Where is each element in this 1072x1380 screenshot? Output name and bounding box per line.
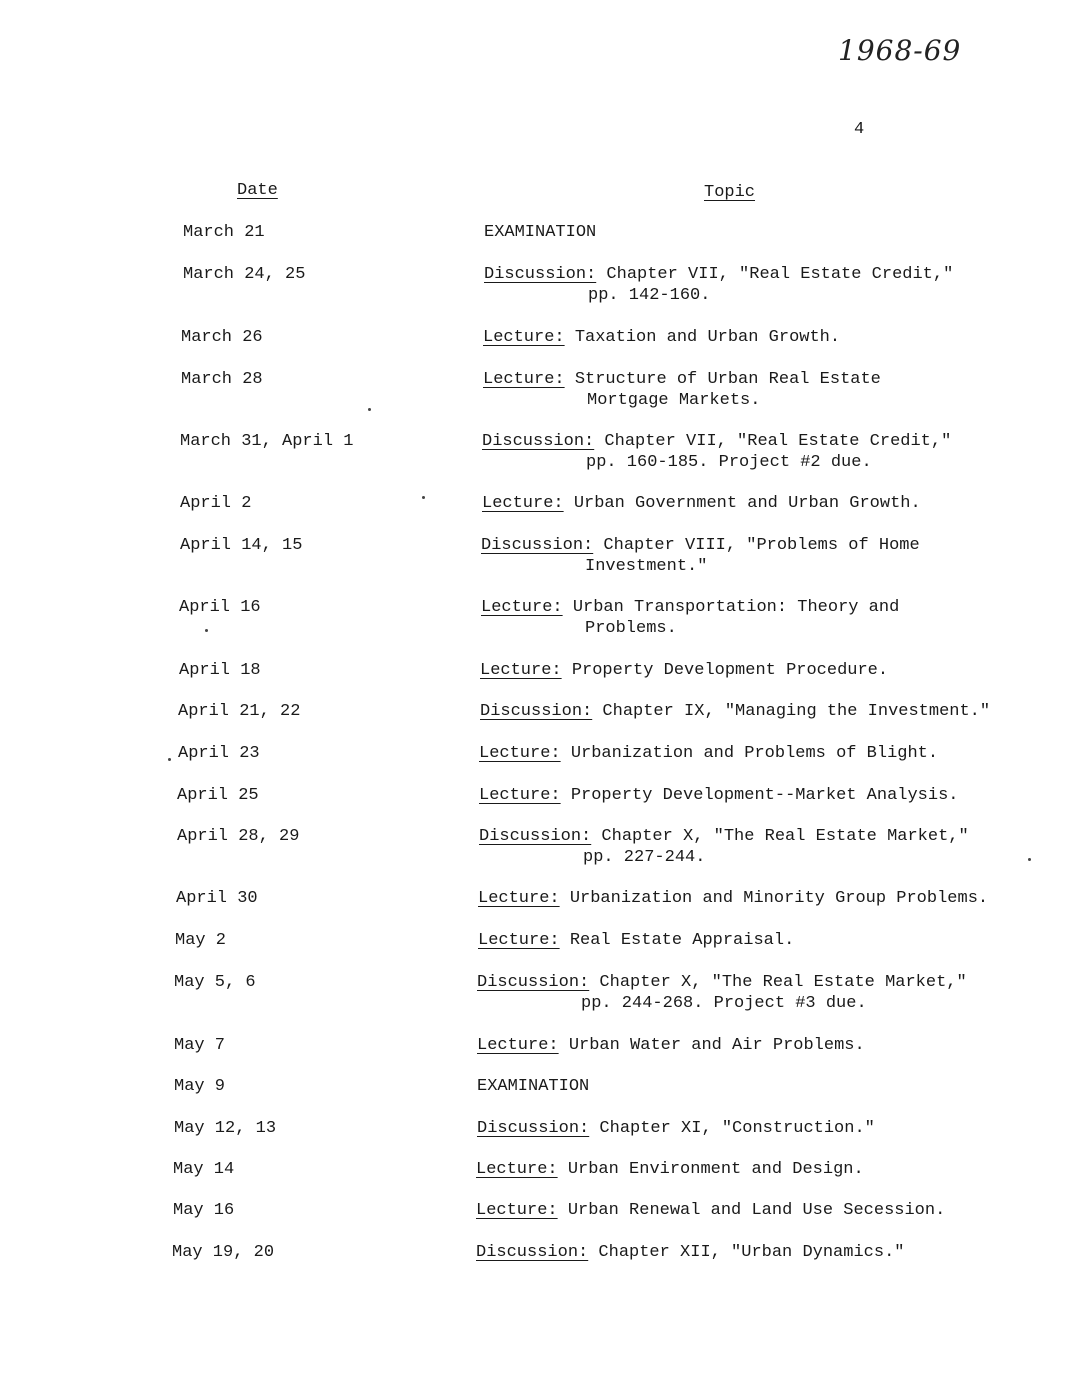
scan-speck [1028,858,1031,861]
row-type-label: Lecture: [479,744,561,763]
row-date: March 28 [181,370,263,389]
row-topic-text: Chapter IX, "Managing the Investment." [602,702,991,721]
row-topic [483,369,881,411]
handwritten-year: 1968-69 [838,34,962,67]
row-topic-text: EXAMINATION [477,1077,590,1096]
row-topic-text: Urban Environment and Design. [567,1160,864,1179]
row-topic-line [479,786,959,805]
row-topic-text: Chapter XII, "Urban Dynamics." [598,1243,905,1262]
row-topic-text: Property Development Procedure. [571,661,889,680]
row-topic-text: Taxation and Urban Growth. [574,328,841,347]
row-type-label: Discussion: [481,536,594,555]
row-type-label: Discussion: [480,702,593,721]
row-date: March 21 [183,223,265,242]
row-type-label: Discussion: [477,1119,590,1138]
row-topic [479,743,938,764]
row-topic [484,264,953,306]
row-topic [481,597,899,639]
row-topic-line [480,661,888,680]
row-topic [476,1159,864,1180]
row-topic-line [477,973,967,992]
row-topic-text: Urban Transportation: Theory and [572,598,900,617]
row-topic-line [483,328,840,347]
row-topic [480,660,888,681]
row-topic-continuation: pp. 227-244. [583,848,706,867]
row-date: May 9 [174,1077,226,1096]
row-date: April 28, 29 [177,827,300,846]
row-topic-line [478,931,794,950]
row-type-label: Lecture: [478,889,560,908]
row-date: March 31, April 1 [180,432,354,451]
row-date: May 12, 13 [174,1119,277,1138]
row-type-label: Lecture: [483,370,565,389]
row-topic-line [482,432,951,451]
row-topic [479,785,959,806]
row-topic-continuation: Investment." [585,557,708,576]
row-date: March 26 [181,328,263,347]
row-topic-line [479,827,969,846]
row-date: May 7 [174,1036,226,1055]
row-topic-continuation: Mortgage Markets. [587,391,761,410]
row-topic-text: Urban Water and Air Problems. [568,1036,865,1055]
row-topic [477,1035,865,1056]
row-date: April 16 [179,598,261,617]
row-date: May 16 [173,1201,235,1220]
row-topic-continuation: pp. 244-268. Project #3 due. [581,994,867,1013]
row-topic [476,1200,945,1221]
row-topic [483,327,840,348]
row-topic-text: Chapter XI, "Construction." [599,1119,875,1138]
row-topic-line [483,370,881,389]
row-type-label: Lecture: [479,786,561,805]
row-date: May 2 [175,931,227,950]
row-topic-text: EXAMINATION [484,223,597,242]
row-topic-text: Property Development--Market Analysis. [570,786,959,805]
scan-speck [368,408,371,411]
page-number: 4 [854,120,865,139]
row-date: May 5, 6 [174,973,256,992]
row-topic-line [484,265,953,284]
row-topic [477,972,967,1014]
row-type-label: Lecture: [483,328,565,347]
row-topic-text: Urban Renewal and Land Use Secession. [567,1201,946,1220]
row-topic-line [481,598,899,617]
row-date: March 24, 25 [183,265,306,284]
row-type-label: Discussion: [476,1243,589,1262]
row-topic [482,431,951,473]
row-topic-line [477,1077,589,1096]
row-type-label: Lecture: [481,598,563,617]
row-topic-continuation: Problems. [585,619,677,638]
row-topic-text: Chapter X, "The Real Estate Market," [601,827,969,846]
row-topic-text: Real Estate Appraisal. [569,931,795,950]
row-topic [477,1076,589,1097]
row-topic-continuation: pp. 160-185. Project #2 due. [586,453,872,472]
row-topic-continuation: pp. 142-160. [588,286,711,305]
row-date: April 14, 15 [180,536,303,555]
row-topic-line [476,1243,904,1262]
row-topic-text: Chapter X, "The Real Estate Market," [599,973,967,992]
row-topic-text: Urbanization and Minority Group Problems. [569,889,989,908]
row-topic-line [484,223,596,242]
row-type-label: Discussion: [477,973,590,992]
row-topic [479,826,969,868]
row-topic [477,1118,875,1139]
row-topic-line [476,1160,864,1179]
row-date: April 30 [176,889,258,908]
row-type-label: Discussion: [484,265,597,284]
row-topic-line [478,889,988,908]
row-type-label: Lecture: [482,494,564,513]
row-date: April 21, 22 [178,702,301,721]
row-topic-text: Chapter VIII, "Problems of Home [603,536,920,555]
row-topic-text: Urbanization and Problems of Blight. [570,744,939,763]
row-topic [478,930,794,951]
row-topic-text: Chapter VII, "Real Estate Credit," [606,265,954,284]
row-topic-line [480,702,990,721]
row-topic-text: Chapter VII, "Real Estate Credit," [604,432,952,451]
row-topic [476,1242,904,1263]
row-type-label: Lecture: [480,661,562,680]
row-date: April 25 [177,786,259,805]
row-topic-line [479,744,938,763]
row-topic-text: Urban Government and Urban Growth. [573,494,921,513]
row-topic [484,222,596,243]
row-date: April 23 [178,744,260,763]
row-type-label: Lecture: [476,1201,558,1220]
row-topic-text: Structure of Urban Real Estate [574,370,881,389]
row-topic-line [476,1201,945,1220]
row-date: April 2 [180,494,252,513]
row-topic [478,888,988,909]
row-type-label: Lecture: [478,931,560,950]
row-date: April 18 [179,661,261,680]
scan-speck [168,758,171,761]
row-topic-line [481,536,920,555]
row-type-label: Discussion: [482,432,595,451]
row-date: May 19, 20 [172,1243,275,1262]
row-topic [482,493,921,514]
row-date: May 14 [173,1160,235,1179]
row-topic [481,535,920,577]
scan-speck [205,629,208,632]
row-topic-line [477,1119,875,1138]
date-column-header: Date [237,181,278,200]
scan-speck [422,496,425,499]
row-topic-line [477,1036,865,1055]
topic-column-header: Topic [704,183,756,202]
row-topic [480,701,990,722]
row-type-label: Lecture: [477,1036,559,1055]
row-type-label: Discussion: [479,827,592,846]
row-type-label: Lecture: [476,1160,558,1179]
row-topic-line [482,494,921,513]
